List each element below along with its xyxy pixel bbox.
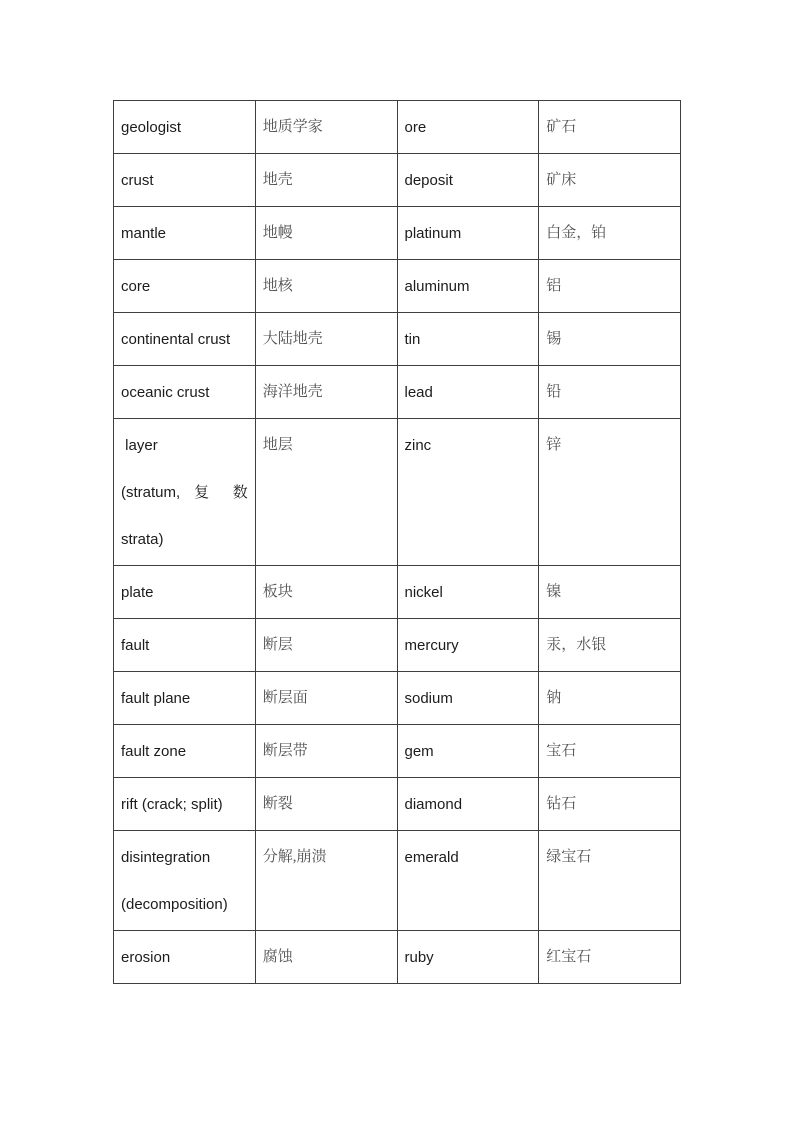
table-row	[114, 260, 681, 313]
chinese-translation-cell	[255, 672, 397, 725]
text-line: fault zone	[121, 743, 187, 760]
english-term-cell	[114, 366, 256, 419]
english-term-cell	[114, 931, 256, 984]
table-row	[114, 101, 681, 154]
table-row	[114, 619, 681, 672]
text-line: 地质学家	[262, 119, 323, 135]
english-term-cell	[397, 672, 539, 725]
english-term-cell	[397, 154, 539, 207]
chinese-translation-cell	[255, 101, 397, 154]
english-term-cell	[114, 101, 256, 154]
chinese-translation-cell	[255, 260, 397, 313]
english-term-cell	[114, 619, 256, 672]
chinese-translation-cell	[539, 260, 681, 313]
table-row	[114, 831, 681, 931]
text-line: geologist	[121, 119, 182, 136]
text-line: 海洋地壳	[262, 384, 323, 400]
text-line: 绿宝石	[546, 849, 592, 865]
chinese-translation-cell	[255, 778, 397, 831]
text-line: nickel	[404, 584, 443, 601]
text-line: erosion	[121, 949, 171, 966]
english-term-cell	[114, 419, 256, 566]
chinese-translation-cell	[539, 419, 681, 566]
english-term-cell	[397, 366, 539, 419]
chinese-translation-cell	[539, 313, 681, 366]
table-row	[114, 725, 681, 778]
text-line: lead	[404, 384, 433, 401]
table-row	[114, 419, 681, 566]
text-line: tin	[404, 331, 421, 348]
text-line: 地幔	[262, 225, 293, 241]
text-line: 锌	[546, 437, 562, 453]
table-row	[114, 313, 681, 366]
chinese-translation-cell	[539, 619, 681, 672]
chinese-translation-cell	[255, 207, 397, 260]
text-line: 白金，铂	[546, 225, 607, 241]
text-line: 红宝石	[546, 949, 592, 965]
english-term-cell	[114, 672, 256, 725]
english-term-cell	[397, 725, 539, 778]
english-term-cell	[114, 566, 256, 619]
english-term-cell	[114, 154, 256, 207]
text-line: plate	[121, 584, 154, 601]
text-line: aluminum	[404, 278, 470, 295]
text-line: core	[121, 278, 151, 295]
chinese-translation-cell	[255, 931, 397, 984]
text-line: 宝石	[546, 743, 577, 759]
text-line: 大陆地壳	[262, 331, 323, 347]
text-line: 矿石	[546, 119, 577, 135]
table-row	[114, 154, 681, 207]
english-term-cell	[397, 831, 539, 931]
chinese-translation-cell	[539, 778, 681, 831]
text-line: 断裂	[262, 796, 293, 812]
text-line: gem	[404, 743, 434, 760]
english-term-cell	[397, 566, 539, 619]
chinese-translation-cell	[255, 419, 397, 566]
english-term-cell	[114, 313, 256, 366]
text-line: sodium	[404, 690, 453, 707]
text-line: continental crust	[121, 331, 231, 348]
english-term-cell	[114, 207, 256, 260]
text-line: 矿床	[546, 172, 577, 188]
vocab-table-body	[114, 101, 681, 984]
text-line: 断层	[262, 637, 293, 653]
text-line: ruby	[404, 949, 434, 966]
text-line: 地核	[262, 278, 293, 294]
text-line: strata)	[121, 531, 164, 548]
text-line: fault	[121, 637, 150, 654]
table-row	[114, 931, 681, 984]
text-line: 板块	[262, 584, 293, 600]
english-term-cell	[114, 831, 256, 931]
text-line: 地层	[262, 437, 293, 453]
english-term-cell	[397, 313, 539, 366]
text-line: (decomposition)	[121, 896, 228, 913]
english-term-cell	[397, 207, 539, 260]
chinese-translation-cell	[255, 566, 397, 619]
text-line: 铅	[546, 384, 562, 400]
english-term-cell	[397, 419, 539, 566]
chinese-translation-cell	[539, 931, 681, 984]
text-line: layer	[121, 437, 158, 454]
text-line: oceanic crust	[121, 384, 210, 401]
chinese-translation-cell	[539, 566, 681, 619]
chinese-translation-cell	[255, 366, 397, 419]
text-line: 钻石	[546, 796, 577, 812]
english-term-cell	[397, 101, 539, 154]
text-line: fault plane	[121, 690, 191, 707]
text-line: emerald	[404, 849, 459, 866]
text-line: mantle	[121, 225, 167, 242]
text-line: 地壳	[262, 172, 293, 188]
chinese-translation-cell	[255, 725, 397, 778]
text-line: 镍	[546, 584, 562, 600]
text-line: zinc	[404, 437, 432, 454]
text-line: 锡	[546, 331, 562, 347]
english-term-cell	[397, 619, 539, 672]
text-line: rift (crack; split)	[121, 796, 223, 813]
chinese-translation-cell	[539, 725, 681, 778]
table-row	[114, 207, 681, 260]
chinese-translation-cell	[539, 207, 681, 260]
text-line: 汞，水银	[546, 637, 607, 653]
table-row	[114, 672, 681, 725]
vocab-table	[113, 100, 681, 984]
english-term-cell	[114, 778, 256, 831]
chinese-translation-cell	[539, 101, 681, 154]
table-row	[114, 778, 681, 831]
table-row	[114, 366, 681, 419]
text-line: diamond	[404, 796, 463, 813]
chinese-translation-cell	[255, 619, 397, 672]
chinese-translation-cell	[539, 831, 681, 931]
chinese-translation-cell	[255, 154, 397, 207]
chinese-translation-cell	[539, 672, 681, 725]
text-line: 断层带	[262, 743, 308, 759]
text-line: deposit	[404, 172, 453, 189]
text-line: 分解,崩溃	[262, 849, 327, 865]
english-term-cell	[397, 778, 539, 831]
text-line: 腐蚀	[262, 949, 293, 965]
text-line: (stratum, 复 数	[121, 484, 248, 501]
text-line: mercury	[404, 637, 459, 654]
text-line: 断层面	[262, 690, 308, 706]
english-term-cell	[397, 931, 539, 984]
table-row	[114, 566, 681, 619]
text-line: platinum	[404, 225, 462, 242]
text-line: disintegration	[121, 849, 211, 866]
english-term-cell	[114, 725, 256, 778]
chinese-translation-cell	[255, 831, 397, 931]
text-line: crust	[121, 172, 154, 189]
chinese-translation-cell	[255, 313, 397, 366]
chinese-translation-cell	[539, 366, 681, 419]
text-line: ore	[404, 119, 427, 136]
chinese-translation-cell	[539, 154, 681, 207]
text-line: 铝	[546, 278, 562, 294]
text-line: 钠	[546, 690, 562, 706]
english-term-cell	[397, 260, 539, 313]
english-term-cell	[114, 260, 256, 313]
